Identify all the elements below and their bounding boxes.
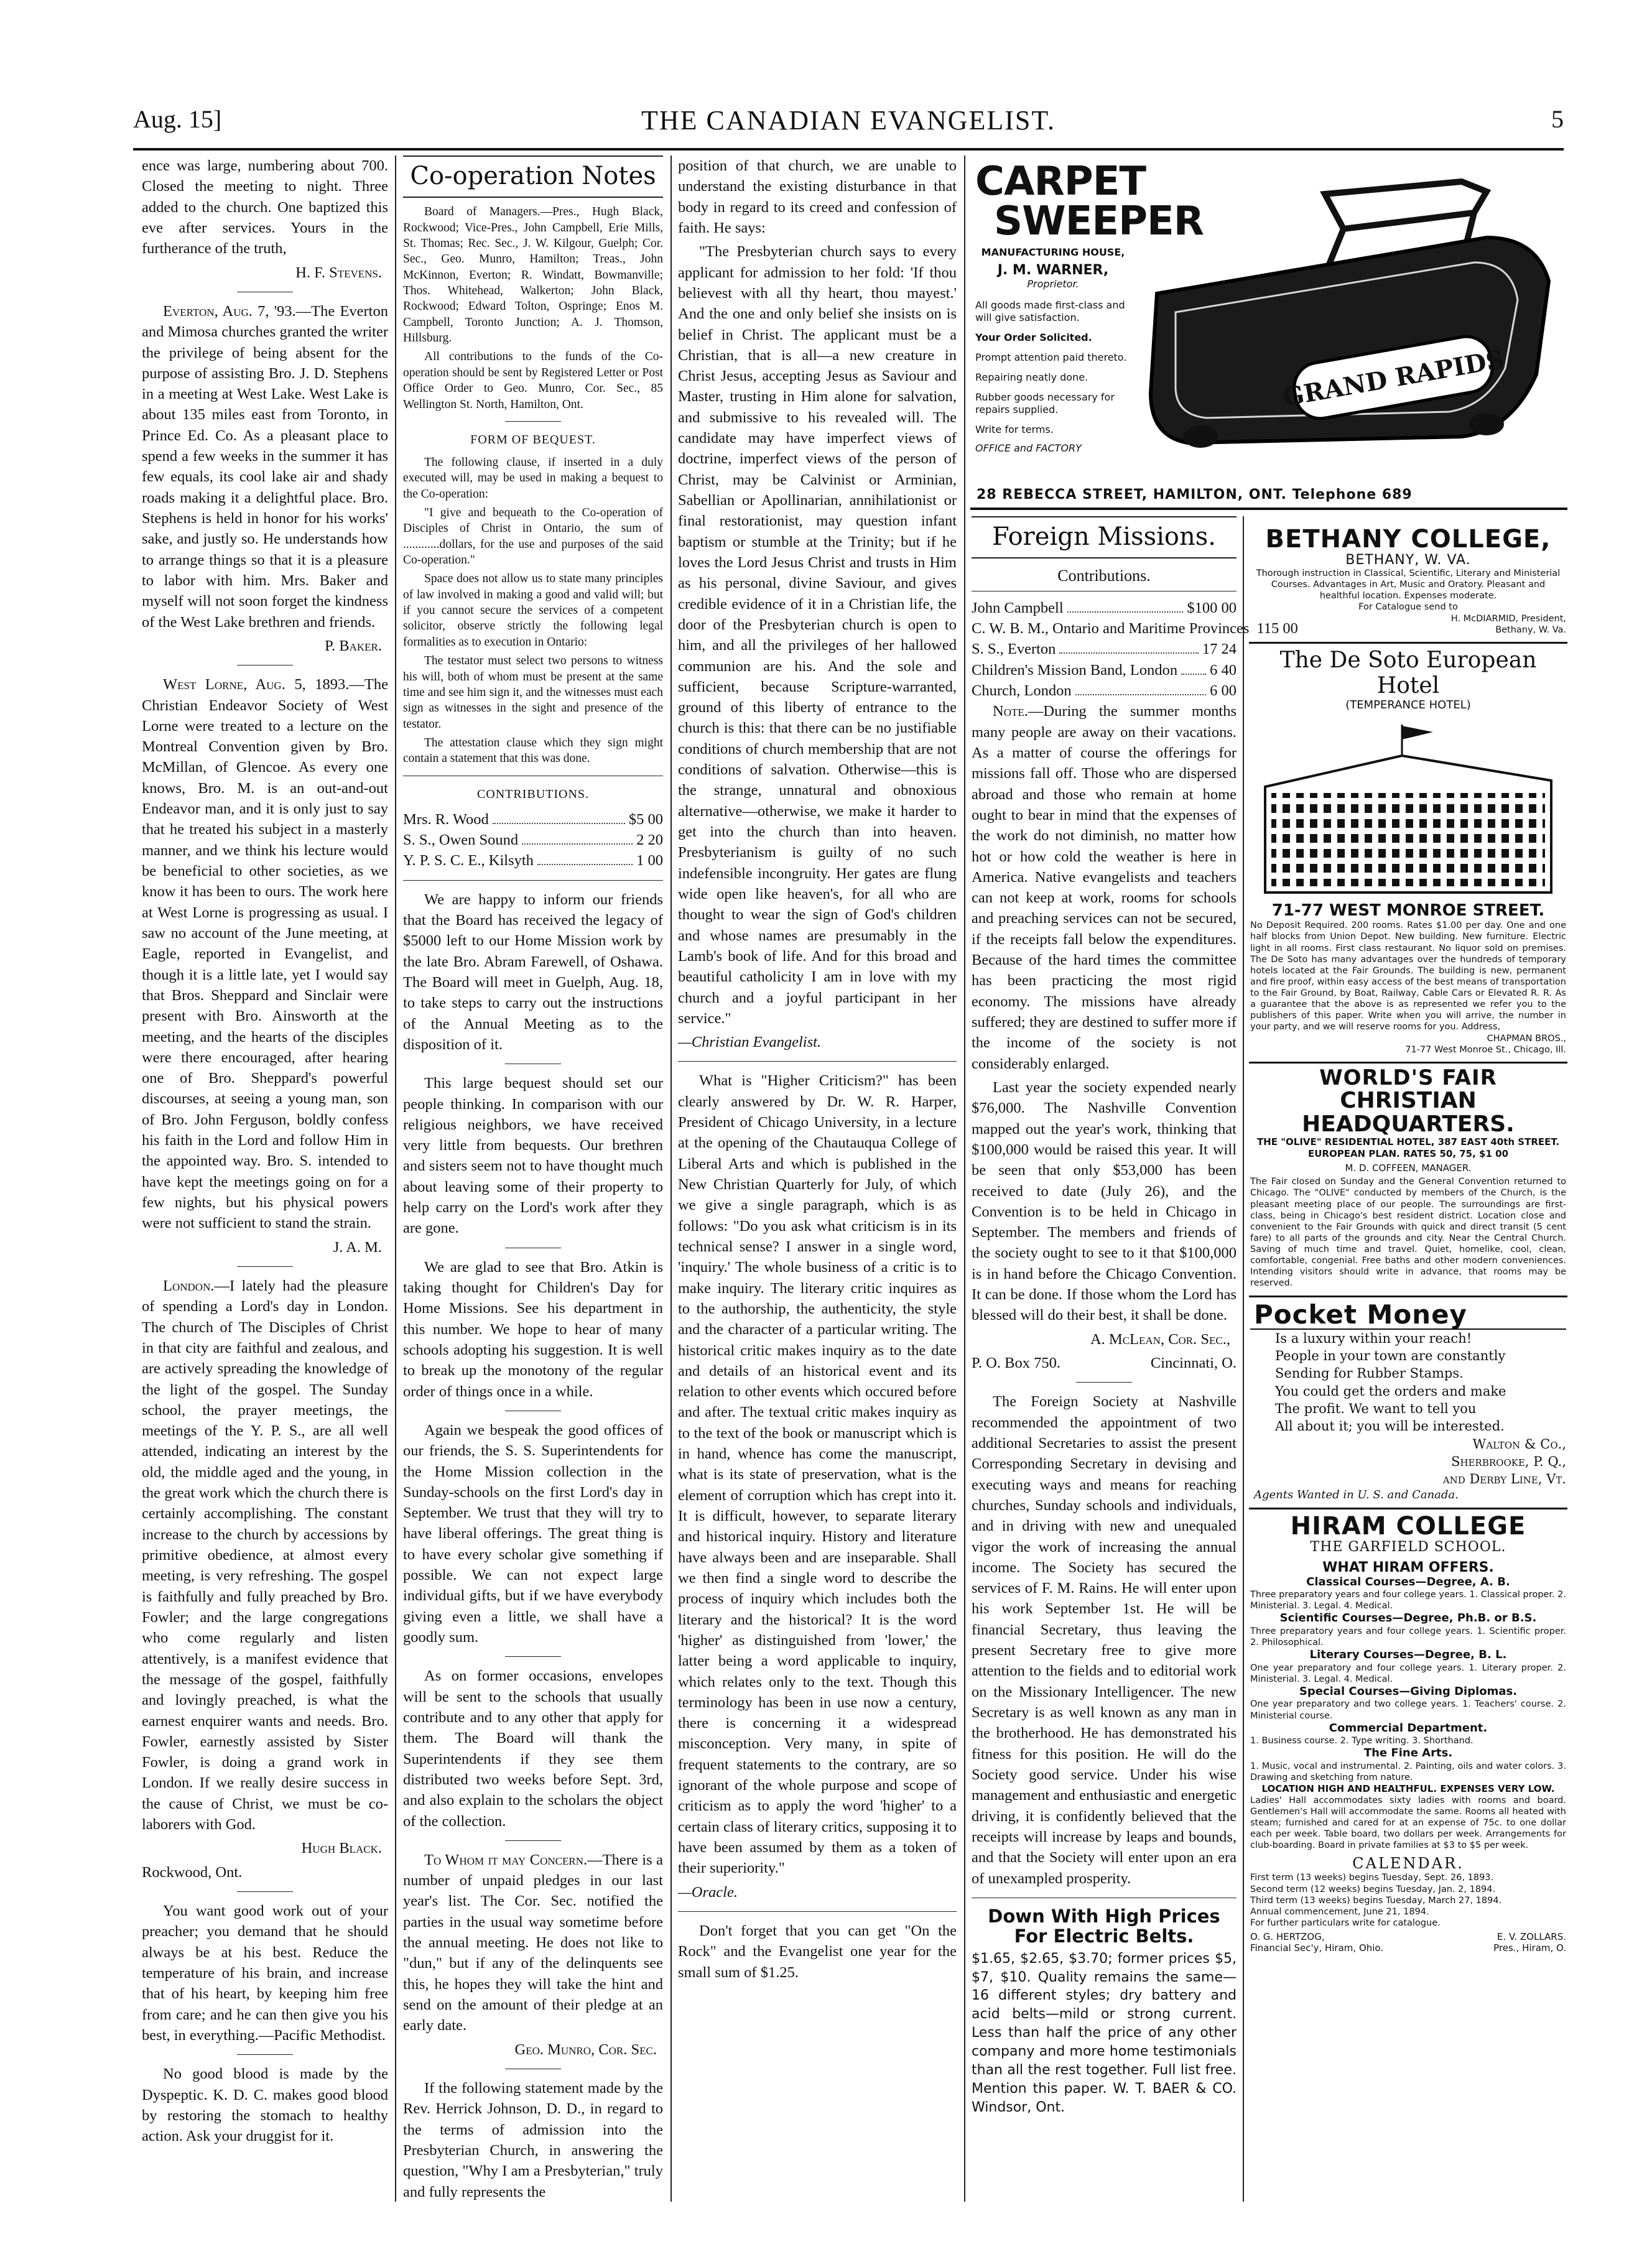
column-rule (1243, 516, 1244, 2202)
contributor-name: S. S., Everton (972, 641, 1056, 658)
article-paragraph: Last year the society expended nearly $76,000. The Nashville Convention mapped out the year's work, thinking that $100,000 would be raised this year. It will be seen that only $53,000 has been received to date (July 26), and the Convention is to be held in Chicago in September. The members and friends of the society ought to see to it that $100,000 is in hand before the Chicago Convention. It can be done. If those whom the Lord has blessed will do their best, it shall be done. (972, 1078, 1237, 1324)
ad-owner: J. M. WARNER, (997, 262, 1109, 278)
masthead-title: THE CANADIAN EVANGELIST. (641, 105, 1056, 136)
article-paragraph: This large bequest should set our people thinking. In comparison with our religious neighbors, we have received very little from bequests. Our brethren and sisters seem not to have thought much about leaving some of their property to help carry on the Lord's work after they are gone. (403, 1075, 663, 1237)
signature-place: Rockwood, Ont. (142, 1863, 243, 1881)
section-heading: Co-operation Notes (403, 155, 663, 198)
ad-heading: Down With High Prices For Electric Belts. (988, 1905, 1220, 1947)
ad-street: 71-77 WEST MONROE STREET. (1271, 901, 1545, 920)
running-head (133, 104, 1564, 144)
article-paragraph: Don't forget that you can get "On the Rock" and the Evangelist one year for the small sum of $1.25. (678, 1922, 957, 1981)
ad-text: H. McDIARMID, President, (1450, 613, 1566, 624)
carpet-sweeper-ad (970, 159, 1567, 510)
ad-line: OFFICE and FACTORY (975, 442, 1082, 454)
signature: Geo. Munro, Cor. Sec. (514, 2041, 657, 2058)
course-detail: Three preparatory years and four college years. 1. Classical proper. 2. Ministerial. 3. Legal. 4. Medical. (1250, 1590, 1567, 1611)
ad-line: The profit. We want to tell you (1275, 1401, 1477, 1416)
separator (505, 421, 561, 422)
course-detail: 1. Music, vocal and instrumental. 2. Painting, oils and water colors. 3. Drawing and sketching from nature. (1250, 1761, 1566, 1783)
course-heading: Commercial Department. (1329, 1721, 1488, 1735)
ad-text: 71-77 West Monroe St., Chicago, Ill. (1405, 1044, 1566, 1055)
article-paragraph: Again we bespeak the good offices of our friends, the S. S. Superintendents for the Home Mission collection in the Sunday-schools on the first Lord's day in September. We trust that they will try to have liberal offerings. The great thing is to have every scholar give something if possible. We can not expect large individual gifts, but if we have everybody giving even a little, we shall have a goodly sum. (403, 1421, 663, 1646)
bethany-college-ad (1249, 522, 1567, 644)
column-4 (972, 516, 1298, 2195)
separator (237, 1891, 293, 1892)
contributor-name: S. S., Owen Sound (403, 832, 519, 849)
contributor-name: C. W. B. M., Ontario and Maritime Provinces (972, 620, 1250, 637)
contribution-amount: $5 00 (628, 810, 663, 828)
ad-agents: Agents Wanted in U. S. and Canada. (1254, 1488, 1459, 1501)
contributions-heading: Contributions. (972, 565, 1237, 591)
source-credit: —Christian Evangelist. (678, 1034, 822, 1051)
contribution-amount: 2 20 (636, 832, 663, 849)
ad-line: Repairing neatly done. (975, 371, 1088, 383)
separator (678, 1911, 957, 1912)
article-paragraph: We are glad to see that Bro. Atkin is taking thought for Children's Day for Home Missions. See his department in this number. We hope to hear of many schools adopting his suggestion. It is well to break up the monotony of the regular order of things once in a while. (403, 1258, 663, 1400)
contribution-amount: 1 00 (636, 852, 663, 869)
separator (678, 1061, 957, 1062)
hotel-building-illustration (1253, 712, 1564, 899)
leader-dots (1067, 611, 1184, 613)
ad-firm: Walton & Co., (1472, 1436, 1566, 1452)
signature: P. Baker. (325, 637, 382, 654)
article-paragraph: To Whom it may Concern.—There is a number of unpaid pledges in our last year's list. The Cor. Sec. notified the parties in the usual way sometime before the annual meeting. He does not like to "dun," but if any of the delinquents see this, he hopes they will take the hint and send on the amount of their pledge at an early date. (403, 1851, 663, 2034)
ad-text: Ladies' Hall accommodates sixty ladies with rooms and board. Gentlemen's Hall will accommodate the same. Rooms all heated with steam; furnished and cared for at an expense of 75c. to one dollar each per week. Table board, two dollars per week. Arrangements for club-boarding. Board in private families at $3 to $5 per week. (1250, 1795, 1566, 1851)
contribution-row (403, 830, 663, 850)
contribution-row (972, 618, 1298, 639)
ad-title: HIRAM COLLEGE (1290, 1511, 1526, 1541)
contribution-row (972, 660, 1237, 680)
column-2 (403, 155, 663, 2200)
article-paragraph: No good blood is made by the Dyspeptic. K. D. C. makes good blood by restoring the stomach to healthy action. Ask your druggist for it. (142, 2065, 388, 2145)
signature: A. McLean, Cor. Sec., (1090, 1330, 1230, 1348)
course-heading: Scientific Courses—Degree, Ph.B. or B.S. (1279, 1611, 1537, 1625)
column-rule (671, 155, 672, 2202)
course-detail: One year preparatory and four college years. 1. Literary proper. 2. Ministerial. 3. Legal. 4. Medical. (1250, 1662, 1566, 1684)
article-paragraph: West Lorne, Aug. 5, 1893.—The Christian Endeavor Society of West Lorne were treated to a lecture on the Montreal Convention given by Bro. McMillan, of Glencoe. As every one knows, Bro. M. is an out-and-out Endeavor man, and it is only just to say that he treated his subject in a masterly manner, and we think his lecture would be beneficial to other societies, as we know it has been to ours. The work here at West Lorne is progressing as usual. I saw no account of the June meeting, at Eagle, reported in Evangelist, and though it is a little late, yet I would say that Bros. Sheppard and Sinclair were present with Bro. Ainsworth at the meeting, and the hearts of the disciples were there encouraged, after hearing one of Bro. Sheppard's powerful discourses, at seeing a young man, son of Bro. John Ferguson, boldly confess his faith in the Lord and follow Him in the appointed way. Bro. S. intended to have kept the meetings going on for a few nights, but his physical powers were not sufficient to stand the strain. (142, 676, 388, 1232)
ad-sub: (TEMPERANCE HOTEL) (1345, 698, 1471, 712)
leader-dots (493, 823, 625, 824)
ad-title: SWEEPER (994, 198, 1204, 244)
contributions-list (403, 809, 663, 871)
leader-dots (1059, 652, 1198, 654)
ad-sub: THE GARFIELD SCHOOL. (1310, 1539, 1506, 1555)
ad-text: Bethany, W. Va. (1495, 624, 1566, 635)
column-rule (964, 155, 965, 2202)
carpet-sweeper-illustration (1138, 169, 1561, 461)
separator (505, 1656, 561, 1657)
ad-title: BETHANY COLLEGE, (1265, 525, 1551, 554)
advertisements-column (1249, 522, 1567, 2195)
signature-address: P. O. Box 750. Cincinnati, O. (972, 1355, 1237, 1371)
separator (403, 880, 663, 881)
ad-title: Pocket Money (1250, 1301, 1566, 1330)
contributions-note: All contributions to the funds of the Co-operation should be sent by Registered Letter or Post Office Order to Geo. Munro, Cor. Sec., 85 Wellington St. North, Hamilton, Ont. (403, 350, 663, 411)
brand-name: GRAND RAPIDS (1280, 345, 1506, 412)
ad-manager: M. D. COFFEEN, MANAGER. (1345, 1162, 1472, 1174)
ad-text: The Fair closed on Sunday and the General Convention returned to Chicago. The "OLIVE" conducted by members of the Church, is the pleasant meeting place of our people. The surroundings are first-class, being in Chicago's best resident district. Location close and convenient to the Fair Grounds with quick and direct transit (5 cent fare) to all parts of the grounds and city. Near the Central Church. Saving of much time and travel. Quiet, homelike, cool, clean, comfortable, congenial. Free baths and other modern conveniences. Intending visitors should write in advance, that rooms may be reserved. (1250, 1177, 1566, 1289)
contribution-amount: 115 00 (1256, 620, 1298, 637)
calendar-line: For further particulars write for catalogue. (1250, 1917, 1441, 1928)
bequest-text: Space does not allow us to state many principles of law involved in making a good and valid will; but if you cannot secure the services of a competent solicitor, observe strictly the following legal formalities as to execution in Ontario: (403, 572, 663, 649)
ad-address: 28 REBECCA STREET, HAMILTON, ONT. Telephone 689 (977, 487, 1413, 503)
course-heading: Literary Courses—Degree, B. L. (1309, 1648, 1507, 1662)
ad-line: Sending for Rubber Stamps. (1275, 1366, 1464, 1381)
wheel (1183, 425, 1218, 448)
ad-title: CARPET (975, 159, 1146, 205)
contribution-row (972, 680, 1237, 701)
ad-line: Write for terms. (975, 424, 1054, 435)
ad-line: All about it; you will be interested. (1275, 1419, 1505, 1434)
ad-line: People in your town are constantly (1275, 1348, 1506, 1363)
signature: Hugh Black. (301, 1840, 382, 1857)
bequest-text: The testator must select two persons to witness his will, both of whom must be present at the same time and see him sign it, and the witnesses must each sign as witnesses in the sight and presence of the testator. (403, 654, 663, 731)
worlds-fair-ad (1249, 1064, 1567, 1297)
ad-signatures: O. G. HERTZOG, Financial Sec'y, Hiram, Ohio. E. V. ZOLLARS. Pres., Hiram, O. (1250, 1931, 1566, 1954)
contribution-amount: $100 00 (1187, 599, 1237, 616)
ad-line: Rubber goods necessary for repairs supplied. (975, 391, 1115, 415)
electric-belts-ad (972, 1907, 1237, 2117)
ad-offers: WHAT HIRAM OFFERS. (1322, 1559, 1494, 1575)
separator (237, 1266, 293, 1267)
article-paragraph: The Foreign Society at Nashville recommended the appointment of two additional Secretaries to assist the present Corresponding Secretary in devising and executing ways and means for reaching churches, Sunday schools and individuals, and in driving with new and unequaled vigor the work of increasing the annual income. The Society has secured the services of F. M. Rains. He will enter upon his work September 1st. He will be financial Secretary, thus leaving the present Secretary free to give more attention to the fields and to editorial work on the Missionary Intelligencer. The new Secretary is as well known as any man in the brotherhood. He has demonstrated his fitness for this position. He will do the Society good service. Under his wise management and enthusiastic and energetic driving, it is confidently believed that the receipts will increase by leaps and bounds, and that the Society will enter upon an era of unexampled prosperity. (972, 1393, 1237, 1887)
contributor-name: Children's Mission Band, London (972, 661, 1178, 679)
calendar-line: Annual commencement, June 21, 1894. (1250, 1906, 1429, 1917)
ad-text: For Catalogue send to (1358, 602, 1458, 613)
article-paragraph: We are happy to inform our friends that the Board has received the legacy of $5000 left to our Home Mission work by the late Bro. Abram Farewell, of Oshawa. The Board will meet in Guelph, Aug. 18, to take steps to carry out the instructions of the Annual Meeting as to the disposition of it. (403, 891, 663, 1053)
column-3 (678, 155, 957, 2195)
contribution-amount: 6 40 (1210, 661, 1237, 679)
ad-line: Prompt attention paid thereto. (975, 351, 1127, 363)
separator (1076, 1382, 1132, 1383)
ad-line: Your Order Solicited. (975, 331, 1092, 343)
ad-title: CHRISTIAN HEADQUARTERS. (1302, 1088, 1515, 1138)
sweeper-handle (1325, 182, 1487, 229)
article-paragraph: What is "Higher Criticism?" has been clearly answered by Dr. W. R. Harper, President of Chicago University, in a lecture at the opening of the Chautauqua College of Liberal Arts and which is published in the New Christian Quarterly for July, of which we give a single paragraph, which is as follows: "Do you ask what criticism is in its technical sense? I answer in a single word, 'inquiry.' The whole business of a critic is to make inquiry. The literary critic inquires as to the authorship, the authenticity, the style and the character of a particular writing. The historical critic makes inquiry as to the date and details of an historical event and its relation to other events which occured before and after. The textual critic makes inquiry as to the text of the book or manuscript which is in hand, whence has come the manuscript, what is its state of preservation, what is the element of corruption which has crept into it. It is difficult, however, to separate literary and historical inquiry. History and literature have always been and are inseparable. Shall we then find a single word to describe the process of inquiry which includes both the literary and the historical? It is the word 'higher' as distinguished from 'lower,' the latter being a word applicable to inquiry, which relates only to the text. Though this terminology has been in use now a century, there is concerning it a widespread misconception. Very many, in spite of frequent statements to the contrary, are so ignorant of the whole purpose and scope of criticism as to apply the word 'higher' to a certain class of literary critics, supposing it to have been assumed by them as a token of their superiority." (678, 1072, 957, 1877)
signature: J. A. M. (333, 1238, 382, 1256)
leader-dots (1075, 694, 1207, 695)
leader-dots (537, 864, 633, 865)
ad-place: BETHANY, W. VA. (1345, 552, 1471, 568)
page-number: 5 (1551, 105, 1564, 133)
bequest-text: The following clause, if inserted in a duly executed will, may be used in making a bequest to the Co-operation: (403, 456, 663, 501)
wheel (1469, 413, 1504, 435)
ad-place: Sherbrooke, P. Q., (1451, 1454, 1566, 1470)
separator (505, 1840, 561, 1841)
issue-date: Aug. 15] (133, 105, 222, 133)
contribution-amount: 6 00 (1210, 682, 1237, 699)
contributor-name: John Campbell (972, 599, 1064, 616)
course-heading: Special Courses—Giving Diplomas. (1299, 1684, 1518, 1698)
ad-title: WORLD'S FAIR (1319, 1065, 1497, 1090)
contribution-row (403, 850, 663, 871)
contributor-name: Church, London (972, 682, 1072, 699)
pocket-money-ad (1249, 1297, 1567, 1509)
ad-line: All goods made first-class and will give satisfaction. (975, 299, 1125, 323)
bequest-heading: FORM OF BEQUEST. (470, 432, 596, 447)
ad-text: Thorough instruction in Classical, Scientific, Literary and Ministerial Courses. Advantages in Art, Music and Oratory. Pleasant and healthful location. Expenses moderate. (1256, 568, 1561, 601)
calendar-line: Third term (13 weeks) begins Tuesday, March 27, 1894. (1250, 1895, 1502, 1906)
contributor-name: Y. P. S. C. E., Kilsyth (403, 852, 534, 869)
leader-dots (1181, 674, 1206, 675)
calendar-line: First term (13 weeks) begins Tuesday, Sept. 26, 1893. (1250, 1873, 1494, 1883)
hiram-college-ad (1249, 1509, 1567, 1960)
calendar-heading: CALENDAR. (1352, 1855, 1464, 1873)
article-paragraph: You want good work out of your preacher; you demand that he should always be at his best. Reduce the temperature of his brain, and increase that of his heart, by keeping him free from care; and he can then give you his best, in everything.—Pacific Methodist. (142, 1903, 388, 2044)
article-paragraph: London.—I lately had the pleasure of spending a Lord's day in London. The church of The Disciples of Christ in that city are faithful and zealous, and are actively spreading the knowledge of the light of the gospel. The Sunday school, the prayer meetings, the meetings of the Y. P. S., are all well attended, indicating an interest by the old, the middle aged and the young, in the great work which the church there is certainly accomplishing. The constant increase to the church by accessions by primitive obedience, at almost every meeting, is very refreshing. The gospel is faithfully and fully preached by Bro. Fowler; and the large congregations who come regularly and listen attentively, is a manifest evidence that the message of the gospel, faithfully and lovingly preached, is what the earnest enquirer wants and needs. Bro. Fowler, earnestly assisted by Sister Fowler, is doing a grand work in London. If we really desire success in the cause of Christ, we must be co-laborers with God. (142, 1277, 388, 1834)
calendar-line: Second term (12 weeks) begins Tuesday, Jan. 2, 1894. (1250, 1884, 1496, 1894)
ad-owner-title: Proprietor. (1027, 278, 1079, 290)
article-paragraph: As on former occasions, envelopes will be sent to the schools that usually contribute and to any other that apply for them. The Board will thank the Superintendents if they see them distributed two weeks before Sept. 3rd, and also explain to the scholars the object of the collection. (403, 1667, 663, 1830)
article-paragraph: Everton, Aug. 7, '93.—The Everton and Mimosa churches granted the writer the privilege of being absent for the purpose of assisting Bro. J. D. Stephens in a meeting at West Lake. West Lake is about 135 miles east from Toronto, in Prince Ed. Co. As a pleasant place to spend a few weeks in the summer it has few equals, its cool lake air and shady roads making it a delightful place. Bro. Stephens is held in honor for his works' sake, and justly so. He understands how to arrange things so that it is a pleasure to labor with him. Mrs. Baker and myself will not soon forget the kindness of the West Lake brethren and friends. (142, 302, 388, 631)
signature: H. F. Stevens. (295, 264, 382, 281)
building-windows (1271, 793, 1545, 886)
carpet-ad-text (975, 159, 1204, 455)
ad-title: The De Soto European Hotel (1279, 647, 1537, 698)
article-paragraph: Note.—During the summer months many people are away on their vacations. As a matter of course the offerings for missions fall off. Those who are dispersed abroad and those who remain at home ought to bear in mind that the expenses of the work do not diminish, no matter how hot or how cold the weather is here in America. Native evangelists and teachers can not keep at work, rooms for schools and preaching services can not be secured, if the receipts fall below the expenditures. Because of the hard times the committee has been practicing the most rigid economy. The missions have already suffered; they are destined to suffer more if the income of the society is not considerably enlarged. (972, 703, 1237, 1072)
course-detail: One year preparatory and two college years. 1. Teachers' course. 2. Ministerial course. (1250, 1699, 1566, 1721)
bequest-text: "I give and bequeath to the Co-operation of Disciples of Christ in Ontario, the sum of ............dollars, for the use and purposes of the said Co-operation." (403, 506, 663, 567)
course-detail: 1. Business course. 2. Type writing. 3. Shorthand. (1250, 1736, 1473, 1746)
contribution-amount: 17 24 (1202, 641, 1237, 658)
board-of-managers: Board of Managers.—Pres., Hugh Black, Rockwood; Vice-Pres., John Campbell, Erie Mills, St. Thomas; Rec. Sec., J. W. Kilgour, Guelph; Cor. Sec., Geo. Munro, Hamilton; Treas., John McKinnon, Everton; R. Windatt, Bowmanville; Thos. Whitehead, Walkerton; John Black, Rockwood; Edward Tolton, Ospringe; Enos M. Campbell, Toronto Junction; A. J. Thomson, Hillsburg. (403, 205, 663, 345)
ad-sub: MANUFACTURING HOUSE, (981, 246, 1125, 258)
ad-line: Is a luxury within your reach! (1275, 1330, 1472, 1346)
ad-location: LOCATION HIGH AND HEALTHFUL. EXPENSES VERY LOW. (1261, 1783, 1555, 1795)
article-paragraph: position of that church, we are unable to understand the existing disturbance in that body in regard to its creed and confession of faith. He says: (678, 157, 957, 236)
flag (1402, 726, 1433, 739)
contributor-name: Mrs. R. Wood (403, 810, 489, 828)
section-heading: Foreign Missions. (972, 516, 1237, 559)
header-rule (133, 148, 1564, 151)
course-heading: Classical Courses—Degree, A. B. (1306, 1575, 1510, 1588)
article-paragraph: If the following statement made by the Rev. Herrick Johnson, D. D., in regard to the terms of admission into the Presbyterian Church, in answering the question, "Why I am a Presbyterian," truly and fully represents the (403, 2079, 663, 2200)
separator (237, 2054, 293, 2055)
column-1 (142, 155, 388, 2195)
de-soto-hotel-ad (1249, 644, 1567, 1064)
ad-text: CHAPMAN BROS., (1487, 1033, 1566, 1044)
contributions-heading: CONTRIBUTIONS. (476, 787, 590, 801)
contribution-row (972, 598, 1237, 618)
ad-place: and Derby Line, Vt. (1442, 1472, 1566, 1487)
article-quote: "The Presbyterian church says to every applicant for admission to her fold: 'If thou believest with all thy heart, thou mayest.' And the one and only belief she insists on is belief in Christ. The applicant must be a Christian, that is all—a new creature in Christ Jesus, accepting Jesus as Saviour and Master, trusting in Him alone for salvation, and submissive to his revealed will. The candidate may have imperfect views of doctrine, imperfect views of the person of Christ, may be Calvinist or Arminian, Sabellian or Apollinarian, annihilationist or final restorationist, may question infant baptism or stumble at the Trinity; but if he loves the Lord Jesus Christ and trusts in Him as his personal, divine Saviour, and gives credible evidence of it in a Christian life, the door of the Presbyterian church is open to him, and all the privileges of her hallowed communion are his. And the sole and sufficient, because Scripture-warranted, ground of this liberty of entrance to the church is this: that there can be no justifiable conditions of church membership that are not conditions of salvation. Otherwise—this is the strange, unnatural and obnoxious alternative—otherwise, we make it harder to get into the church than into heaven. Presbyterianism is guilty of no such indefensible incongruity. Her gates are flung wide open like heaven's, for all who are thought to wear the sign of God's children and whose names are presumably in the Lamb's book of life. And for this broad and beautiful catholicity I am in love with my church and a joyful participant in her service." (678, 243, 957, 1027)
contribution-row (972, 639, 1237, 659)
ad-sub: THE "OLIVE" RESIDENTIAL HOTEL, 387 EAST 40th STREET. EUROPEAN PLAN. RATES 50, 75, $1 00 (1256, 1136, 1560, 1159)
column-rule (395, 155, 396, 2202)
ad-line: You could get the orders and make (1275, 1383, 1506, 1399)
bequest-text: The attestation clause which they sign might contain a statement that this was done. (403, 736, 663, 766)
ad-text: No Deposit Required. 200 rooms. Rates $1.00 per day. One and one half blocks from Union Depot. New building. New furniture. Electric light in all rooms. First class restaurant. No liquor sold on premises. The De Soto has many advantages over the hundreds of temporary hotels located at the Fair Grounds. The building is new, permanent and fire proof, within easy access of the best means of transportation to the Fair Ground, by Boat, Railway, Cable Cars or Elevated R. R. As a guarantee that the above is as represented we refer you to the publishers of this paper. Write when you will arrive, the number in your party, and we will reserve rooms for you. Address, (1250, 920, 1566, 1032)
article-paragraph: ence was large, numbering about 700. Closed the meeting to night. Three added to the church. One baptized this eve after services. Yours in the furtherance of the truth, (142, 157, 388, 257)
leader-dots (522, 843, 633, 845)
contributions-list (972, 598, 1298, 702)
course-detail: Three preparatory years and four college years. 1. Scientific proper. 2. Philosophical. (1250, 1626, 1566, 1648)
course-heading: The Fine Arts. (1363, 1746, 1453, 1760)
contribution-row (403, 809, 663, 830)
ad-body: $1.65, $2.65, $3.70; former prices $5, $7, $10. Quality remains the same—16 different styles; dry battery and acid belts—mild or strong current. Less than half the price of any other company and more home testimonials than all the rest together. Full list free. Mention this paper. W. T. BAER & CO. Windsor, Ont. (972, 1950, 1237, 2115)
source-credit: —Oracle. (678, 1883, 738, 1901)
